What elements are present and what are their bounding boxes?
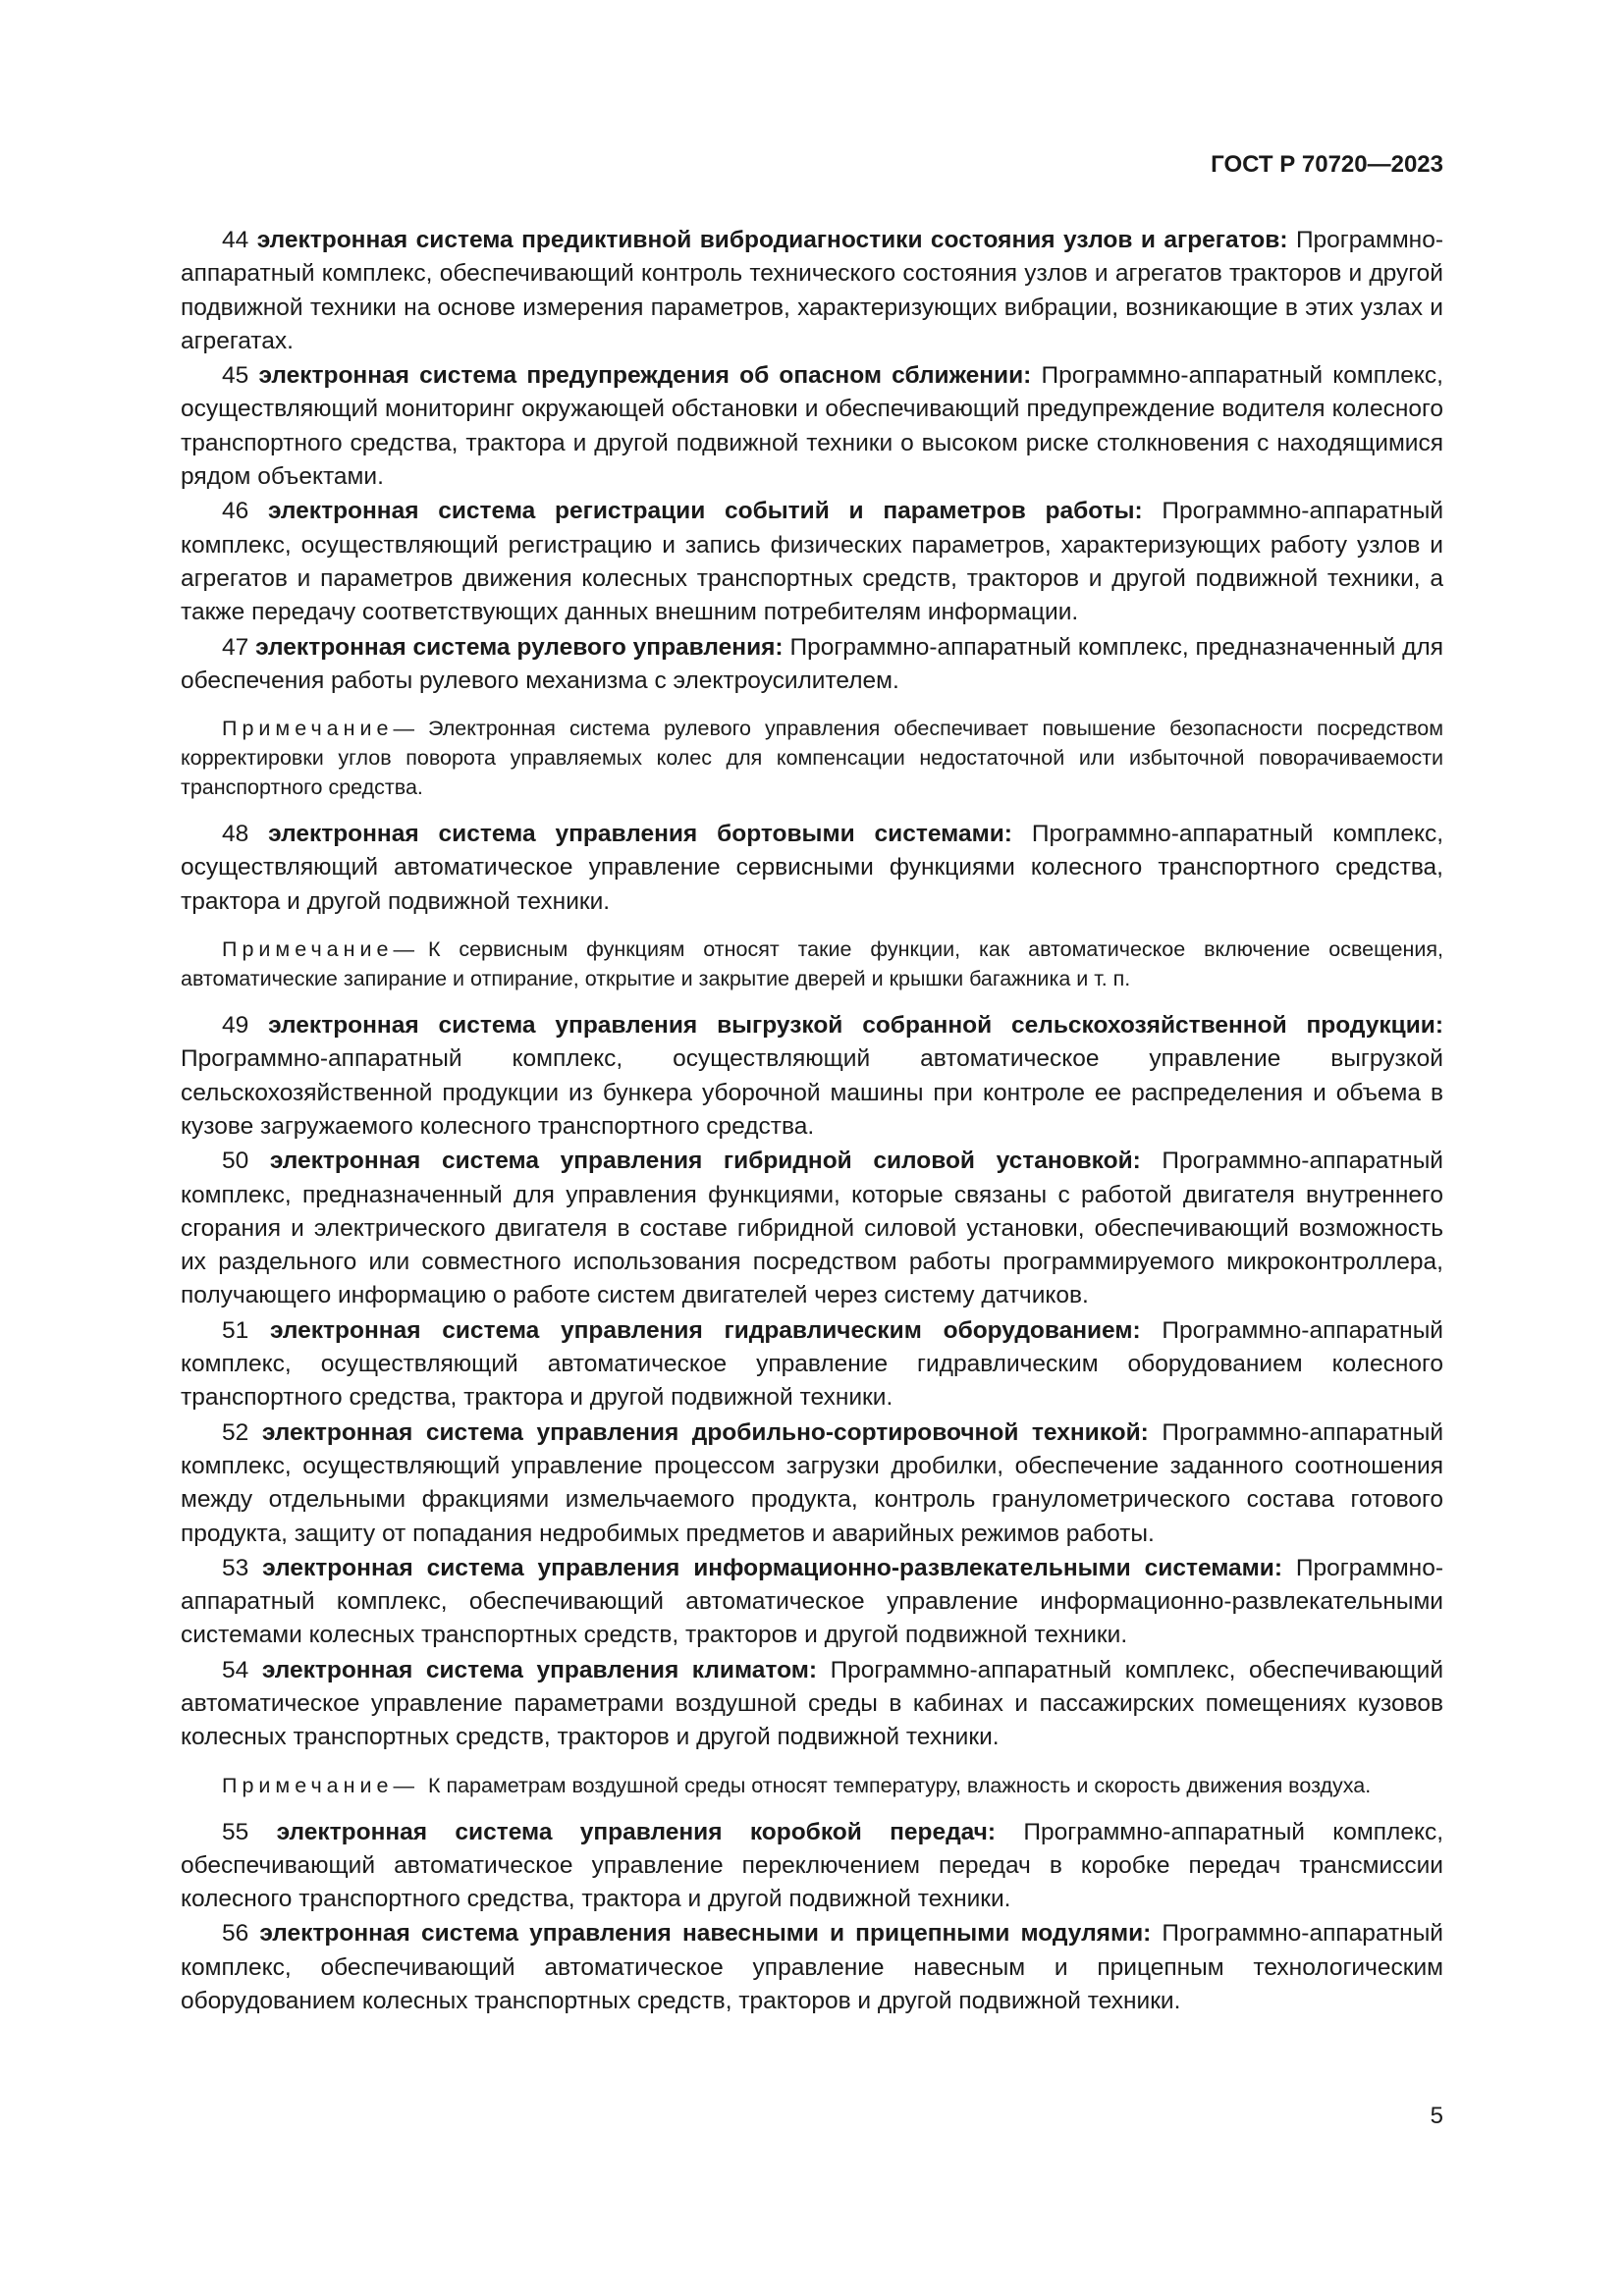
- term-number: 54: [222, 1656, 249, 1683]
- term-entry-46: [181, 495, 1443, 629]
- term-number: 55: [222, 1818, 249, 1845]
- terms-list: [181, 224, 1443, 2019]
- term-name: электронная система управления информационно-развлекательными системами:: [262, 1554, 1283, 1581]
- term-definition: Программно-аппаратный комплекс, осуществляющий автоматическое управление сервисными функциями колесного транспортного средства, трактора и другой подвижной техники.: [181, 821, 1444, 915]
- note-47: [181, 714, 1443, 802]
- term-name: электронная система предупреждения об опасном сближении:: [258, 362, 1032, 390]
- page-number: 5: [1430, 2103, 1443, 2129]
- term-number: 46: [222, 498, 249, 525]
- term-number: 45: [222, 362, 249, 390]
- term-definition: Программно-аппаратный комплекс, предназначенный для обеспечения работы рулевого механизма с электроусилителем.: [181, 633, 1443, 694]
- term-name: электронная система управления дробильно-сортировочной техникой:: [261, 1418, 1149, 1446]
- term-entry-48: [181, 818, 1443, 919]
- term-name: электронная система управления климатом:: [261, 1656, 817, 1683]
- term-definition: Программно-аппаратный комплекс, осуществляющий автоматическое управление гидравлическим оборудованием колесного транспортного средства, трактора и другой подвижной техники.: [181, 1316, 1443, 1412]
- term-definition: Программно-аппаратный комплекс, осуществляющий регистрацию и запись физических параметров, характеризующих работу узлов и агрегатов и параметров движения колесных транспортных средств, тракторов и другой подвижной техники, а также передачу соответствующих данных внешним потребителям информации.: [181, 498, 1444, 626]
- note-dash: —: [393, 1773, 414, 1797]
- term-definition: Программно-аппаратный комплекс, обеспечивающий автоматическое управление параметрами воздушной среды в кабинах и пассажирских помещениях кузовов колесных транспортных средств, тракторов и другой подвижной техники.: [181, 1656, 1444, 1751]
- term-name: электронная система управления навесными и прицепными модулями:: [259, 1920, 1152, 1948]
- term-name: электронная система управления бортовыми системами:: [268, 821, 1012, 848]
- note-label: Примечание: [222, 717, 394, 741]
- term-entry-45: [181, 359, 1443, 494]
- term-number: 48: [222, 821, 249, 848]
- term-entry-51: [181, 1314, 1443, 1415]
- term-number: 51: [222, 1316, 249, 1344]
- term-definition: Программно-аппаратный комплекс, предназначенный для управления функциями, которые связаны с работой двигателя внутреннего сгорания и электрического двигателя в составе гибридной силовой установки, обеспечивающий возможность их раздельного или совместного использования посредством работы программируемого микроконтроллера, получающего информацию о работе систем двигателей через систему датчиков.: [181, 1148, 1443, 1309]
- note-54: [181, 1771, 1443, 1800]
- term-definition: Программно-аппаратный комплекс, осуществляющий мониторинг окружающей обстановки и обеспечивающий предупреждение водителя колесного транспортного средства, трактора и другой подвижной техники о высоком риске столкновения с находящимися рядом объектами.: [181, 362, 1443, 491]
- term-entry-49: [181, 1009, 1443, 1144]
- note-text: К сервисным функциям относят такие функции, как автоматическое включение освещения, автоматические запирание и отпирание, открытие и закрытие дверей и крышки багажника и т. п.: [181, 937, 1443, 991]
- term-definition: Программно-аппаратный комплекс, обеспечивающий автоматическое управление переключением передач в коробке передач трансмиссии колесного транспортного средства, трактора и другой подвижной техники.: [181, 1818, 1444, 1913]
- term-name: электронная система регистрации событий и параметров работы:: [268, 498, 1143, 525]
- note-text: К параметрам воздушной среды относят температуру, влажность и скорость движения воздуха.: [427, 1773, 1372, 1797]
- term-entry-50: [181, 1145, 1443, 1312]
- term-name: электронная система предиктивной вибродиагностики состояния узлов и агрегатов:: [256, 227, 1288, 253]
- term-name: электронная система управления гидравлическим оборудованием:: [270, 1316, 1141, 1344]
- term-entry-56: [181, 1917, 1443, 2018]
- term-definition: Программно-аппаратный комплекс, обеспечивающий контроль технического состояния узлов и агрегатов тракторов и другой подвижной техники на основе измерения параметров, характеризующих вибрации, возникающие в этих узлах и агрегатах.: [181, 227, 1443, 354]
- term-entry-44: [181, 224, 1443, 358]
- note-dash: —: [393, 717, 414, 741]
- note-label: Примечание: [222, 1773, 394, 1797]
- term-number: 53: [222, 1554, 249, 1581]
- term-entry-52: [181, 1416, 1443, 1551]
- term-definition: Программно-аппаратный комплекс, осуществляющий управление процессом загрузки дробилки, обеспечение заданного соотношения между отдельными фракциями измельчаемого продукта, контроль гранулометрического состава готового продукта, защиту от попадания недробимых предметов и аварийных режимов работы.: [181, 1418, 1444, 1547]
- note-48: [181, 934, 1443, 993]
- term-definition: Программно-аппаратный комплекс, осуществляющий автоматическое управление выгрузкой сельскохозяйственной продукции из бункера уборочной машины при контроле ее распределения и объема в кузове загружаемого колесного транспортного средства.: [181, 1045, 1443, 1140]
- term-definition: Программно-аппаратный комплекс, обеспечивающий автоматическое управление навесным и прицепным технологическим оборудованием колесных транспортных средств, тракторов и другой подвижной техники.: [181, 1920, 1443, 2015]
- term-name: электронная система управления гибридной силовой установкой:: [269, 1148, 1141, 1175]
- term-number: 49: [222, 1012, 249, 1040]
- document-code: ГОСТ Р 70720—2023: [1211, 151, 1443, 178]
- note-label: Примечание: [222, 937, 394, 962]
- term-number: 44: [222, 227, 249, 253]
- note-text: Электронная система рулевого управления обеспечивает повышение безопасности посредством корректировки углов поворота управляемых колес для компенсации недостаточной или избыточной поворачиваемости транспортного средства.: [181, 717, 1443, 800]
- term-name: электронная система управления выгрузкой собранной сельскохозяйственной продукции:: [268, 1012, 1443, 1040]
- term-number: 50: [222, 1148, 249, 1175]
- term-entry-54: [181, 1654, 1443, 1755]
- term-name: электронная система рулевого управления:: [255, 633, 784, 661]
- term-entry-53: [181, 1552, 1443, 1653]
- term-name: электронная система управления коробкой передач:: [276, 1818, 997, 1845]
- term-number: 52: [222, 1418, 249, 1446]
- term-definition: Программно-аппаратный комплекс, обеспечивающий автоматическое управление информационно-развлекательными системами колесных транспортных средств, тракторов и другой подвижной техники.: [181, 1554, 1443, 1649]
- term-number: 56: [222, 1920, 249, 1948]
- term-entry-47: [181, 631, 1443, 699]
- term-entry-55: [181, 1816, 1443, 1917]
- term-number: 47: [222, 633, 249, 661]
- note-dash: —: [393, 937, 414, 962]
